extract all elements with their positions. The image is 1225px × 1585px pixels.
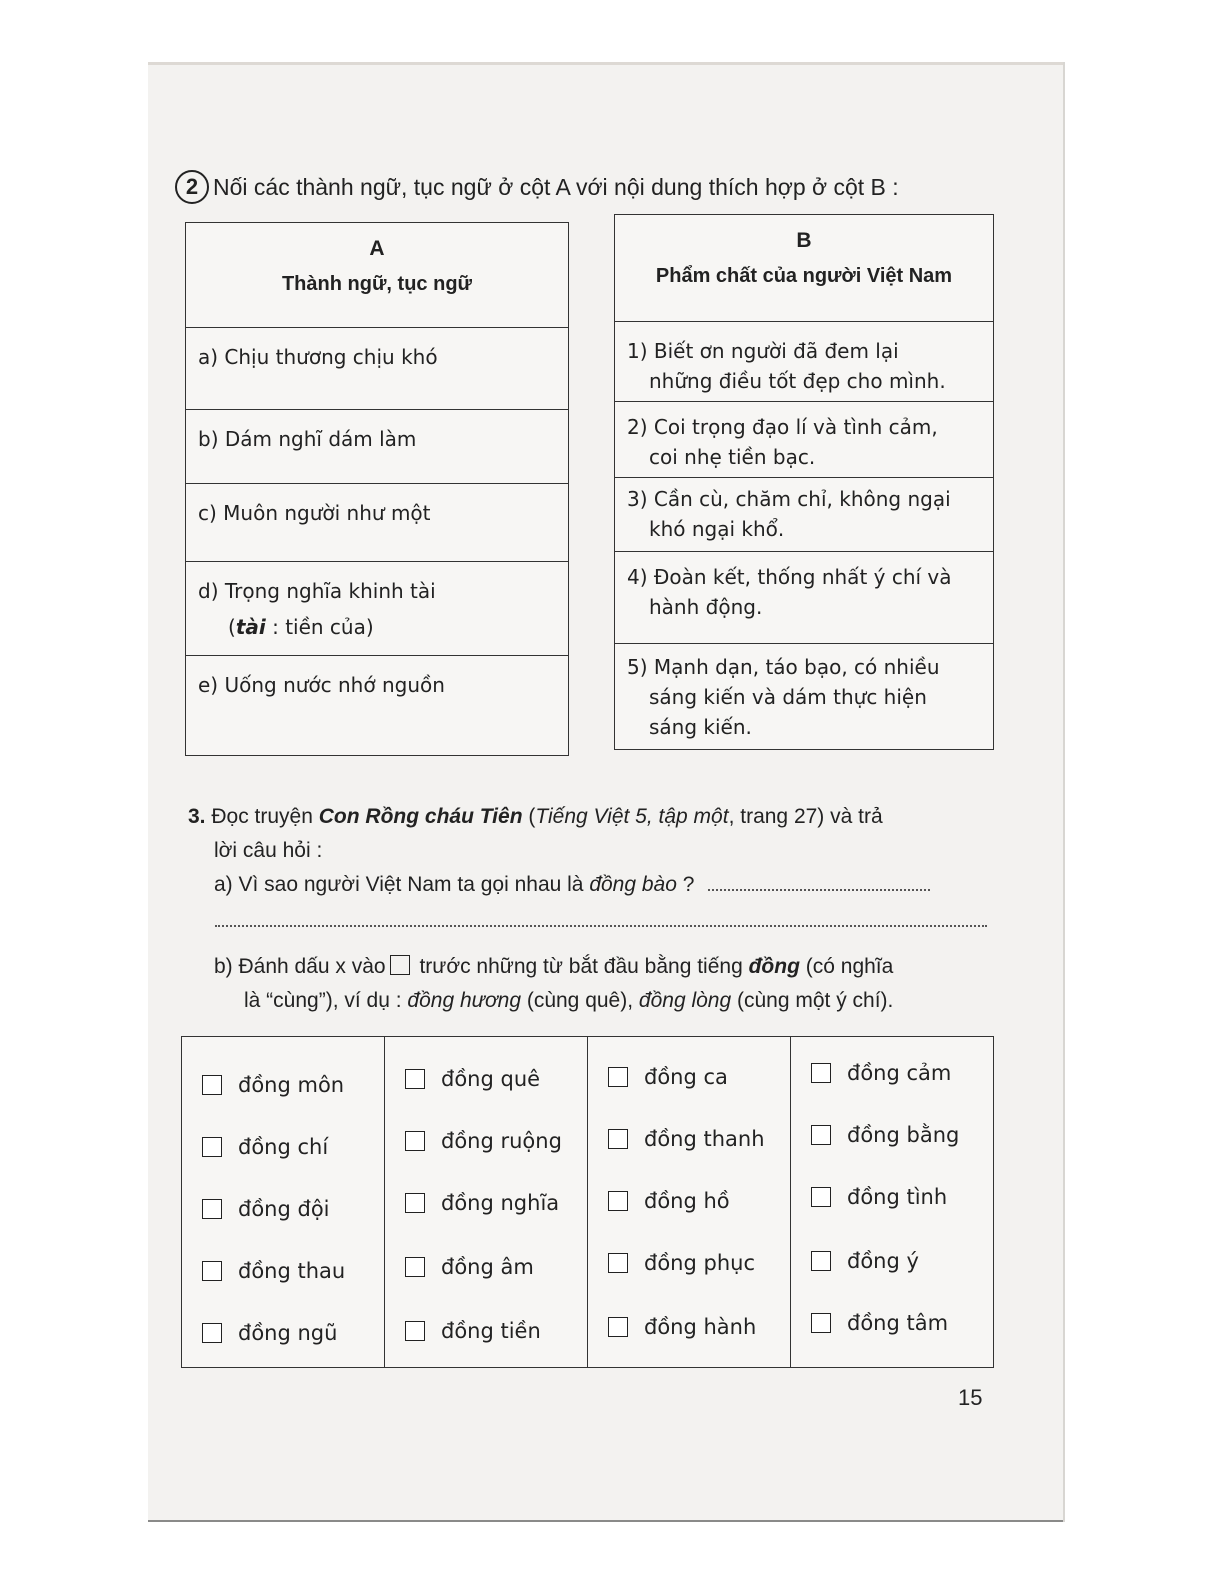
column-a-header: [186, 223, 568, 327]
checkbox[interactable]: [202, 1199, 222, 1219]
word-item: đồng ruộng: [405, 1129, 562, 1153]
exercise-2-instruction: [175, 170, 899, 204]
column-a-box: [185, 222, 569, 756]
idiom-a-text: a) Chịu thương chịu khó: [198, 345, 438, 369]
checkbox[interactable]: [811, 1251, 831, 1271]
quality-1[interactable]: [615, 321, 993, 401]
word-item: đồng cảm: [811, 1061, 951, 1085]
checkbox[interactable]: [811, 1125, 831, 1145]
idiom-b-text: b) Dám nghĩ dám làm: [198, 427, 417, 451]
idiom-d-text: d) Trọng nghĩa khinh tài: [198, 579, 436, 603]
idiom-e-text: e) Uống nước nhớ nguồn: [198, 673, 445, 697]
word-column-4: [790, 1037, 993, 1367]
checkbox[interactable]: [202, 1323, 222, 1343]
question-a: a) Vì sao người Việt Nam ta gọi nhau là đồng bào ?: [188, 868, 988, 902]
word-item: đồng âm: [405, 1255, 534, 1279]
word-item: đồng hành: [608, 1315, 756, 1339]
checkbox[interactable]: [608, 1129, 628, 1149]
word-item: đồng quê: [405, 1067, 540, 1091]
word-item: đồng ý: [811, 1249, 919, 1273]
idiom-d-note: (tài : tiền của): [228, 615, 374, 639]
exercise-3-intro: 3. Đọc truyện Con Rồng cháu Tiên (Tiếng Việt 5, tập một, trang 27) và trả: [188, 805, 883, 828]
word-grid: [181, 1036, 994, 1368]
idiom-d[interactable]: [186, 561, 568, 655]
exercise-3-intro-line2: lời câu hỏi :: [214, 839, 323, 862]
word-item: đồng đội: [202, 1197, 330, 1221]
word-column-2: [384, 1037, 587, 1367]
quality-2-line1: 2) Coi trọng đạo lí và tình cảm,: [627, 415, 938, 439]
quality-3[interactable]: [615, 477, 993, 551]
checkbox[interactable]: [202, 1261, 222, 1281]
word-item: đồng thau: [202, 1259, 345, 1283]
answer-a-line-2[interactable]: [215, 925, 987, 927]
word-item: đồng phục: [608, 1251, 755, 1275]
word-item: đồng tâm: [811, 1311, 948, 1335]
idiom-c-text: c) Muôn người như một: [198, 501, 431, 525]
page-top-edge: [148, 62, 1063, 65]
idiom-a[interactable]: [186, 327, 568, 409]
exercise-2-text: Nối các thành ngữ, tục ngữ ở cột A với nội dung thích hợp ở cột B :: [213, 173, 899, 200]
page-number: 15: [958, 1385, 983, 1410]
story-title: Con Rồng cháu Tiên: [318, 805, 523, 828]
quality-5-line1: 5) Mạnh dạn, táo bạo, có nhiều: [627, 655, 940, 679]
word-item: đồng bằng: [811, 1123, 959, 1147]
checkbox-example-icon: [390, 955, 410, 975]
checkbox[interactable]: [405, 1257, 425, 1277]
idiom-c[interactable]: [186, 483, 568, 561]
quality-1-line2: những điều tốt đẹp cho mình.: [649, 369, 946, 393]
column-a-letter: A: [369, 237, 385, 260]
quality-5[interactable]: [615, 643, 993, 749]
page-bottom-edge: [148, 1520, 1063, 1522]
column-a-title: Thành ngữ, tục ngữ: [281, 273, 473, 295]
idiom-e[interactable]: [186, 655, 568, 755]
checkbox[interactable]: [608, 1317, 628, 1337]
word-item: đồng ca: [608, 1065, 728, 1089]
column-b-box: [614, 214, 994, 750]
quality-3-line1: 3) Cần cù, chăm chỉ, không ngại: [627, 487, 951, 511]
exercise-3-number: 3.: [188, 805, 206, 828]
checkbox[interactable]: [202, 1075, 222, 1095]
exercise-3: [188, 800, 988, 1018]
checkbox[interactable]: [608, 1191, 628, 1211]
exercise-2-number: 2: [175, 170, 209, 204]
word-item: đồng thanh: [608, 1127, 765, 1151]
column-b-title: Phẩm chất của người Việt Nam: [655, 265, 953, 287]
word-column-3: [587, 1037, 790, 1367]
book-reference: Tiếng Việt 5, tập một: [535, 805, 729, 828]
column-b-letter: B: [796, 229, 812, 252]
idiom-b[interactable]: [186, 409, 568, 483]
word-item: đồng tình: [811, 1185, 947, 1209]
word-column-1: [182, 1037, 384, 1367]
checkbox[interactable]: [202, 1137, 222, 1157]
word-item: đồng tiền: [405, 1319, 541, 1343]
quality-4[interactable]: [615, 551, 993, 643]
question-b: b) Đánh dấu x vào trước những từ bắt đầu bằng tiếng đồng (có nghĩa: [214, 955, 894, 978]
quality-3-line2: khó ngại khổ.: [649, 517, 785, 541]
word-item: đồng ngũ: [202, 1321, 337, 1345]
word-item: đồng nghĩa: [405, 1191, 559, 1215]
word-item: đồng môn: [202, 1073, 344, 1097]
checkbox[interactable]: [608, 1067, 628, 1087]
checkbox[interactable]: [811, 1063, 831, 1083]
checkbox[interactable]: [608, 1253, 628, 1273]
checkbox[interactable]: [405, 1131, 425, 1151]
quality-2-line2: coi nhẹ tiền bạc.: [649, 445, 816, 469]
question-b-line2: là “cùng”), ví dụ : đồng hương (cùng quê), đồng lòng (cùng một ý chí).: [244, 989, 894, 1012]
word-item: đồng chí: [202, 1135, 328, 1159]
checkbox[interactable]: [405, 1193, 425, 1213]
column-b-header: [615, 215, 993, 321]
checkbox[interactable]: [405, 1069, 425, 1089]
quality-5-line3: sáng kiến.: [649, 715, 752, 739]
quality-1-line1: 1) Biết ơn người đã đem lại: [627, 339, 899, 363]
answer-a-line-1[interactable]: [708, 888, 930, 891]
quality-4-line2: hành động.: [649, 595, 763, 619]
checkbox[interactable]: [811, 1187, 831, 1207]
quality-4-line1: 4) Đoàn kết, thống nhất ý chí và: [627, 565, 952, 589]
checkbox[interactable]: [811, 1313, 831, 1333]
checkbox[interactable]: [405, 1321, 425, 1341]
quality-5-line2: sáng kiến và dám thực hiện: [649, 685, 927, 709]
word-item: đồng hồ: [608, 1189, 730, 1213]
quality-2[interactable]: [615, 401, 993, 477]
